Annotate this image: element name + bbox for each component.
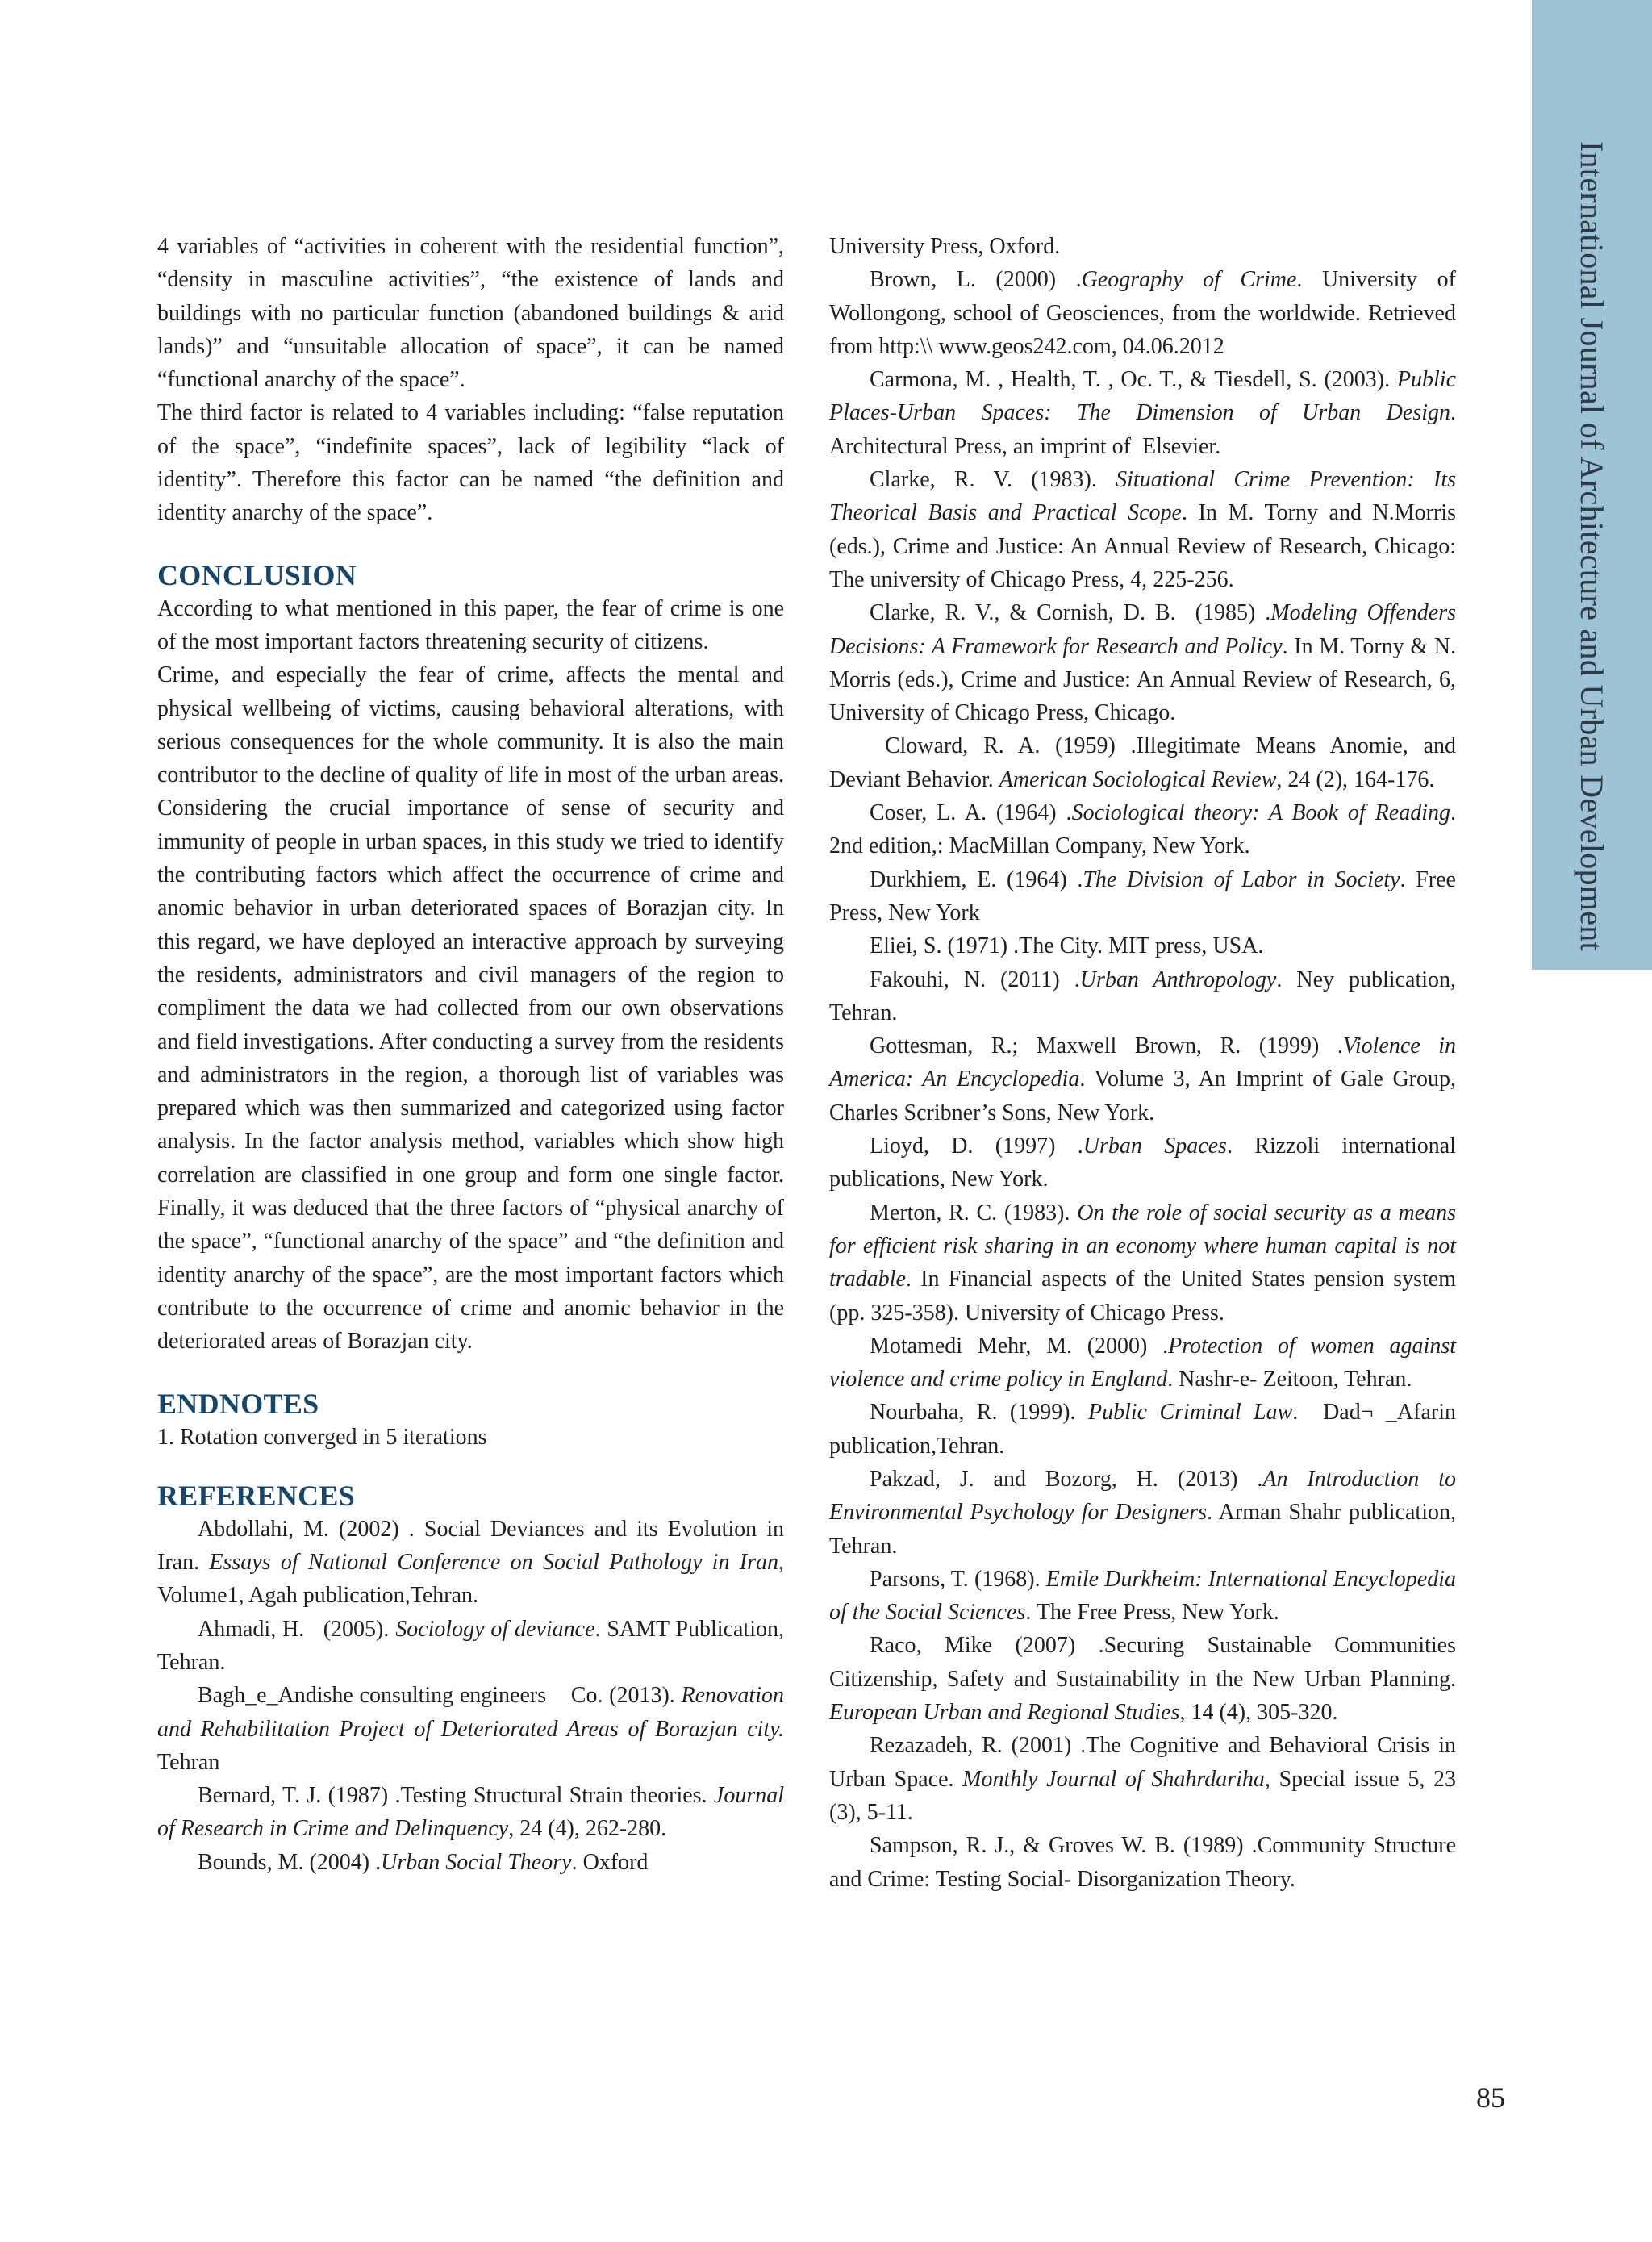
- reference-continuation: University Press, Oxford.: [829, 234, 1061, 259]
- endnote-item: 1. Rotation converged in 5 iterations: [157, 1424, 487, 1450]
- endnotes-heading: ENDNOTES: [157, 1387, 319, 1420]
- reference-item: Merton, R. C. (1983). On the role of social security as a means for efficient risk sharing in an economy where human capital is not tradable. In Financial aspects of the United States pension system (pp. 325-358). University of Chicago Press.: [829, 1200, 1457, 1326]
- reference-item: Bounds, M. (2004) .Urban Social Theory. Oxford: [198, 1849, 649, 1875]
- reference-item: Abdollahi, M. (2002) . Social Deviances and its Evolution in Iran. Essays of National Conference on Social Pathology in Iran, Volume1, Agah publication,Tehran.: [157, 1516, 784, 1609]
- reference-item: Motamedi Mehr, M. (2000) .Protection of women against violence and crime policy in England. Nashr-e- Zeitoon, Tehran.: [829, 1333, 1456, 1392]
- reference-list-right: [829, 263, 1456, 1896]
- conclusion-heading: CONCLUSION: [157, 558, 357, 591]
- body-paragraph: Crime, and especially the fear of crime, affects the mental and physical wellbeing of victims, causing behavioral alterations, with serious consequences for the whole community. It is also the main contributor to the decline of quality of life in most of the urban areas. Considering the crucial importance of sense of security and immunity of people in urban spaces, in this study we tried to identify the contributing factors which affect the occurrence of crime and anomic behavior in urban deteriorated spaces of Borazjan city. In this regard, we have deployed an interactive approach by surveying the residents, administrators and civil managers of the region to compliment the data we had collected from our own observations and field investigations. After conducting a survey from the residents and administrators in the region, a thorough list of variables was prepared which was then summarized and categorized using factor analysis. In the factor analysis method, variables which show high correlation are classified in one group and form one single factor. Finally, it was deduced that the three factors of “physical anarchy of the space”, “functional anarchy of the space” and “the definition and identity anarchy of the space”, are the most important factors which contribute to the occurrence of crime and anomic behavior in the deteriorated areas of Borazjan city.: [157, 662, 784, 1355]
- reference-item: Parsons, T. (1968). Emile Durkheim: International Encyclopedia of the Social Sciences. The Free Press, New York.: [829, 1566, 1456, 1626]
- reference-item: Gottesman, R.; Maxwell Brown, R. (1999) .Violence in America: An Encyclopedia. Volume 3, An Imprint of Gale Group, Charles Scribner’s Sons, New York.: [829, 1033, 1456, 1125]
- journal-title: International Journal of Architecture and Urban Development: [1574, 141, 1610, 952]
- body-paragraph: According to what mentioned in this paper, the fear of crime is one of the most important factors threatening security of citizens.: [157, 595, 784, 654]
- reference-item: Clarke, R. V. (1983). Situational Crime Prevention: Its Theorical Basis and Practical Scope. In M. Torny and N.Morris (eds.), Crime and Justice: An Annual Review of Research, Chicago: The university of Chicago Press, 4, 225-256.: [829, 467, 1457, 592]
- right-column: [829, 230, 1456, 1896]
- reference-item: Rezazadeh, R. (2001) .The Cognitive and Behavioral Crisis in Urban Space. Monthly Journal of Shahrdariha, Special issue 5, 23 (3), 5-11.: [829, 1733, 1456, 1825]
- page-number: 85: [1476, 2081, 1505, 2114]
- left-column: [157, 230, 784, 1879]
- reference-item: Raco, Mike (2007) .Securing Sustainable Communities Citizenship, Safety and Sustainability in the New Urban Planning. European Urban and Regional Studies, 14 (4), 305-320.: [829, 1633, 1456, 1726]
- body-paragraph: 4 variables of “activities in coherent with the residential function”, “density in masculine activities”, “the existence of lands and buildings with no particular function (abandoned buildings & arid lands)” and “unsuitable allocation of space”, it can be named “functional anarchy of the space”.: [157, 234, 784, 393]
- reference-item: Eliei, S. (1971) .The City. MIT press, USA.: [870, 933, 1264, 959]
- reference-item: Cloward, R. A. (1959) .Illegitimate Means Anomie, and Deviant Behavior. American Sociological Review, 24 (2), 164-176.: [829, 733, 1456, 792]
- reference-item: Fakouhi, N. (2011) .Urban Anthropology. Ney publication, Tehran.: [829, 967, 1457, 1025]
- reference-item: Clarke, R. V., & Cornish, D. B. (1985) .Modeling Offenders Decisions: A Framework for Research and Policy. In M. Torny & N. Morris (eds.), Crime and Justice: An Annual Review of Research, 6, University of Chicago Press, Chicago.: [829, 600, 1457, 726]
- body-paragraph: The third factor is related to 4 variables including: “false reputation of the space”, “indefinite spaces”, lack of legibility “lack of identity”. Therefore this factor can be named “the definition and identity anarchy of the space”.: [157, 400, 784, 526]
- reference-item: Brown, L. (2000) .Geography of Crime. University of Wollongong, school of Geosciences, from the worldwide. Retrieved from http:\\ www.geos242.com, 04.06.2012: [829, 267, 1456, 359]
- reference-item: Pakzad, J. and Bozorg, H. (2013) .An Introduction to Environmental Psychology for Designers. Arman Shahr publication, Tehran.: [829, 1466, 1456, 1559]
- reference-item: Nourbaha, R. (1999). Public Criminal Law. Dad¬ _Afarin publication,Tehran.: [829, 1400, 1457, 1459]
- reference-item: Durkhiem, E. (1964) .The Division of Labor in Society. Free Press, New York: [829, 866, 1456, 925]
- references-heading: REFERENCES: [157, 1479, 356, 1512]
- reference-item: Bernard, T. J. (1987) .Testing Structural Strain theories. Journal of Research in Crime and Delinquency, 24 (4), 262-280.: [157, 1783, 784, 1842]
- reference-item: Sampson, R. J., & Groves W. B. (1989) .Community Structure and Crime: Testing Social- Disorganization Theory.: [829, 1833, 1456, 1892]
- reference-list-left: [157, 1513, 784, 1879]
- reference-item: Carmona, M. , Health, T. , Oc. T., & Tiesdell, S. (2003). Public Places-Urban Spaces: The Dimension of Urban Design. Architectural Press, an imprint of Elsevier.: [829, 367, 1456, 459]
- reference-item: Bagh_e_Andishe consulting engineers Co. (2013). Renovation and Rehabilitation Project of Deteriorated Areas of Borazjan city. Tehran: [157, 1683, 784, 1775]
- reference-item: Ahmadi, H. (2005). Sociology of deviance. SAMT Publication, Tehran.: [157, 1616, 784, 1675]
- reference-item: Coser, L. A. (1964) .Sociological theory: A Book of Reading. 2nd edition,: MacMillan Company, New York.: [829, 800, 1456, 859]
- reference-item: Lioyd, D. (1997) .Urban Spaces. Rizzoli international publications, New York.: [829, 1134, 1456, 1192]
